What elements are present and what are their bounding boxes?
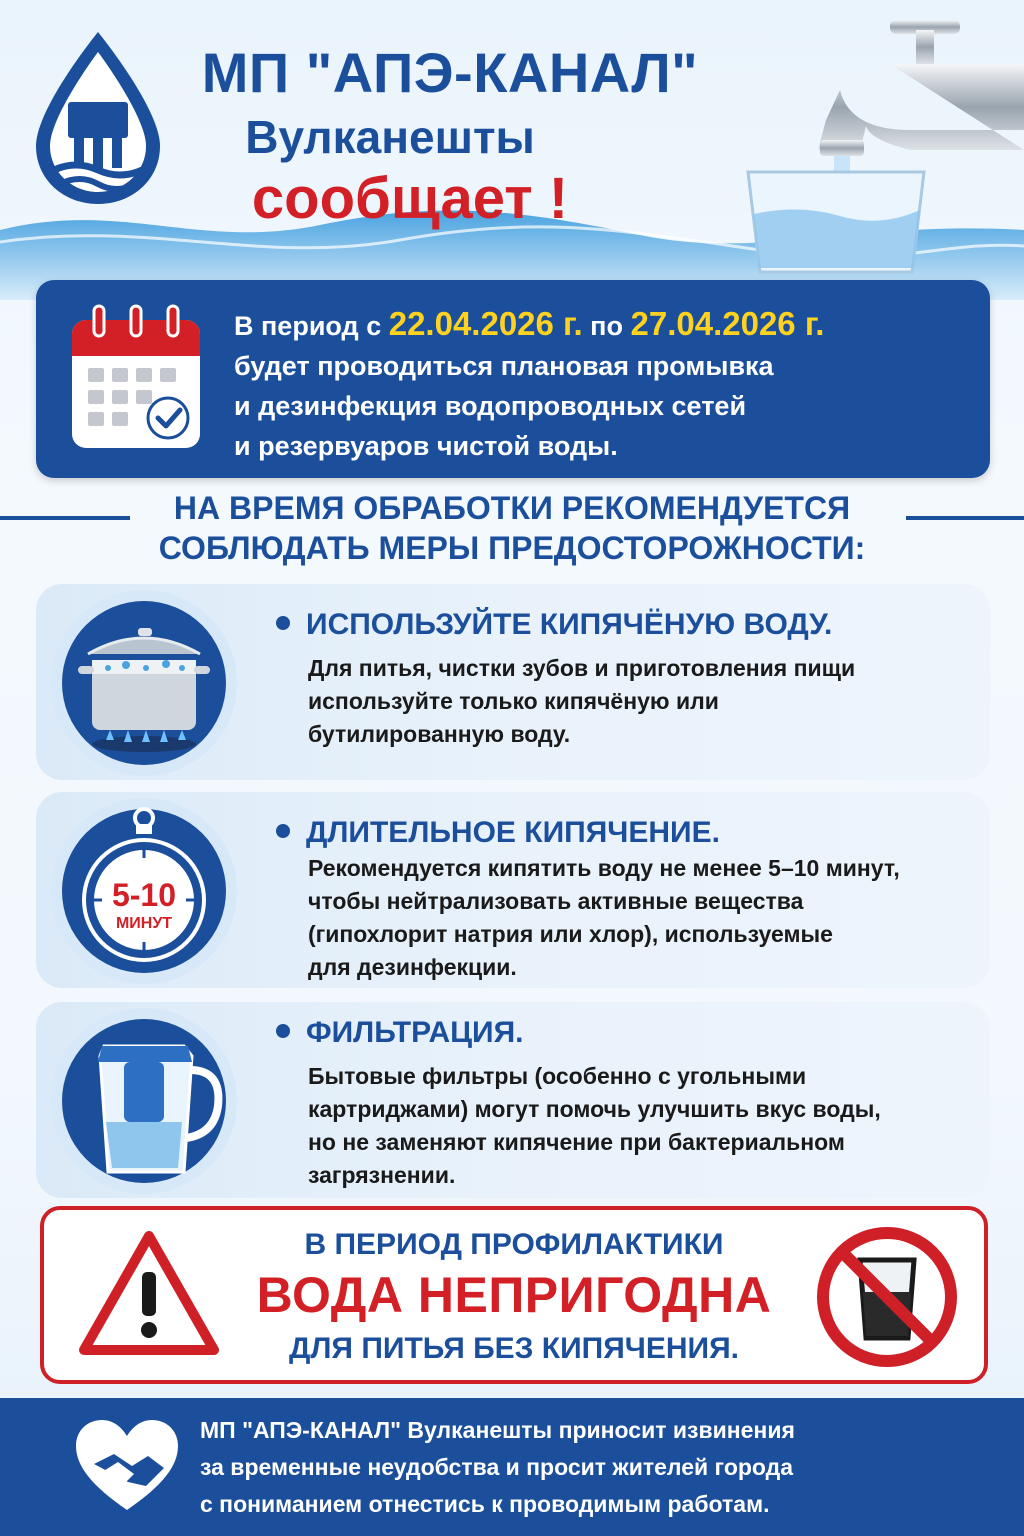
city-name: Вулканешты — [245, 111, 535, 163]
tip-title-boiled-water — [276, 608, 832, 642]
tip-card-filtration — [36, 1002, 990, 1198]
tip-3-line-4: загрязнении. — [308, 1162, 456, 1188]
header — [0, 0, 1024, 300]
warning-line-1: В ПЕРИОД ПРОФИЛАКТИКИ — [304, 1228, 724, 1261]
warning-line-2: ВОДА НЕПРИГОДНА — [256, 1267, 772, 1323]
tip-card-long-boiling — [36, 792, 990, 988]
notice-prefix: В период с — [234, 311, 389, 341]
tip-2-line-1: Рекомендуется кипятить воду не менее 5–10 минут, — [308, 855, 900, 881]
water-drop-logo-icon — [28, 28, 168, 208]
tip-title-long-boiling — [276, 816, 720, 850]
tip-1-line-2: используйте только кипячёную или — [308, 688, 719, 714]
precautions-heading-line-2: СОБЛЮДАТЬ МЕРЫ ПРЕДОСТОРОЖНОСТИ: — [158, 530, 866, 566]
footer-line-2: за временные неудобства и просит жителей города — [200, 1454, 794, 1480]
tip-3-line-2: картриджами) могут помочь улучшить вкус воды, — [308, 1096, 881, 1122]
footer — [0, 1398, 1024, 1536]
tip-body-long-boiling — [308, 852, 968, 984]
notice-line-1 — [234, 304, 974, 346]
warning-line-3: ДЛЯ ПИТЬЯ БЕЗ КИПЯЧЕНИЯ. — [289, 1332, 739, 1365]
tip-2-line-4: для дезинфекции. — [308, 954, 517, 980]
bullet-icon — [276, 1024, 290, 1038]
timer-unit: МИНУТ — [115, 915, 173, 932]
calendar-check-icon — [68, 302, 204, 452]
tip-title-filtration — [276, 1016, 524, 1050]
tip-3-line-3: но не заменяют кипячение при бактериальном — [308, 1129, 845, 1155]
notice-line-2: будет проводиться плановая промывка — [234, 351, 774, 381]
org-name: МП "АПЭ-КАНАЛ" — [201, 41, 699, 104]
tip-title-long-boiling-text: ДЛИТЕЛЬНОЕ КИПЯЧЕНИЕ. — [306, 816, 720, 849]
date-to: 27.04.2026 г. — [630, 305, 825, 342]
filter-jug-icon — [42, 1006, 246, 1196]
tip-3-line-1: Бытовые фильтры (особенно с угольными — [308, 1063, 807, 1089]
announces-title: сообщает ! — [251, 166, 569, 231]
precautions-heading — [0, 488, 1024, 568]
tip-title-boiled-water-text: ИСПОЛЬЗУЙТЕ КИПЯЧЁНУЮ ВОДУ. — [306, 608, 833, 641]
tip-2-line-3: (гипохлорит натрия или хлор), используемые — [308, 921, 833, 947]
notice-text — [234, 304, 974, 466]
heading-rule-right — [906, 516, 1024, 520]
tip-1-line-3: бутилированную воду. — [308, 721, 571, 747]
tip-body-boiled-water — [308, 652, 968, 751]
tip-card-boiled-water — [36, 584, 990, 780]
date-from: 22.04.2026 г. — [388, 305, 583, 342]
tip-body-filtration — [308, 1060, 968, 1192]
tip-2-line-2: чтобы нейтрализовать активные вещества — [308, 888, 804, 914]
timer-value: 5-10 — [111, 877, 177, 913]
boiling-pot-icon — [42, 588, 246, 778]
notice-line-4: и резервуаров чистой воды. — [234, 431, 618, 461]
stopwatch-icon — [42, 796, 246, 986]
footer-line-1: МП "АПЭ-КАНАЛ" Вулканешты приносит извинения — [200, 1417, 795, 1443]
no-drinking-icon — [812, 1222, 962, 1372]
warning-triangle-icon — [78, 1230, 220, 1358]
tip-1-line-1: Для питья, чистки зубов и приготовления пищи — [308, 655, 856, 681]
tip-title-filtration-text: ФИЛЬТРАЦИЯ. — [306, 1016, 524, 1049]
footer-text — [200, 1412, 1000, 1523]
footer-line-3: с пониманием отнестись к проводимым работам. — [200, 1491, 770, 1517]
date-banner — [36, 280, 990, 478]
bullet-icon — [276, 616, 290, 630]
heart-handshake-icon — [72, 1416, 182, 1516]
heading-rule-left — [0, 516, 130, 520]
notice-mid: по — [582, 311, 631, 341]
bullet-icon — [276, 824, 290, 838]
warning-box — [40, 1206, 988, 1384]
water-tap-glass-icon — [740, 0, 1024, 280]
notice-line-3: и дезинфекция водопроводных сетей — [234, 391, 747, 421]
precautions-heading-line-1: НА ВРЕМЯ ОБРАБОТКИ РЕКОМЕНДУЕТСЯ — [173, 490, 851, 526]
